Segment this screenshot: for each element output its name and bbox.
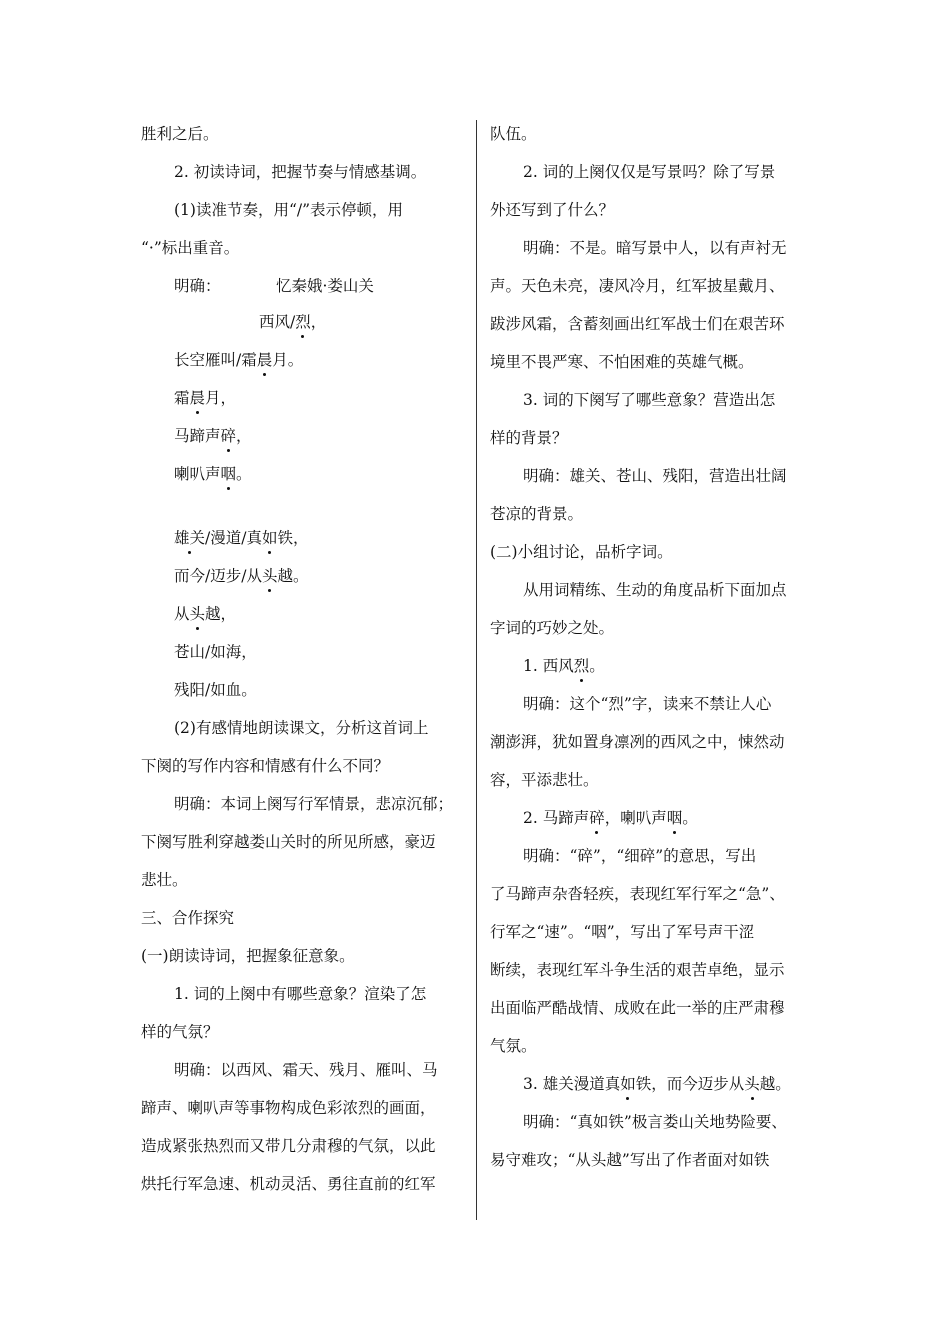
text-line: 字词的巧妙之处。 (490, 619, 615, 637)
text-line: 悲壮。 (141, 871, 188, 889)
text-line: 样的背景？ (490, 429, 568, 447)
text-line: 3. 雄关漫道真如铁，而今迈步从头越。 (523, 1075, 791, 1093)
text-line: (1)读准节奏，用“/”表示停顿，用 (174, 201, 404, 219)
text-line: 3. 词的下阕写了哪些意象？营造出怎 (523, 391, 776, 409)
text-line: 声。天色未亮，凄风冷月，红军披星戴月、 (490, 277, 785, 295)
poem-line: 马蹄声碎， (174, 427, 252, 445)
subsection-heading: (二)小组讨论，品析字词。 (490, 543, 673, 561)
text-line: (2)有感情地朗读课文，分析这首词上 (174, 719, 429, 737)
text-line: 队伍。 (490, 125, 537, 143)
text-line: 蹄声、喇叭声等事物构成色彩浓烈的画面， (141, 1099, 436, 1117)
text-line: 下阕写胜利穿越娄山关时的所见所感，豪迈 (141, 833, 436, 851)
text-line: 烘托行军急速、机动灵活、勇往直前的红军 (141, 1175, 436, 1193)
emphasis-dot: 从头越 (728, 1075, 776, 1093)
text-line: 明确：“真如铁”极言娄山关地势险要、 (523, 1113, 787, 1131)
text-line: 苍凉的背景。 (490, 505, 584, 523)
subsection-heading: (一)朗读诗词，把握象征意象。 (141, 947, 355, 965)
poem-line: 喇叭声咽。 (174, 465, 252, 483)
text-line: 下阕的写作内容和情感有什么不同？ (141, 757, 390, 775)
poem-line: 长空雁叫/霜晨月。 (174, 351, 304, 369)
text-line: 2. 马蹄声碎，喇叭声咽。 (523, 809, 698, 827)
poem-line: 残阳/如血。 (174, 681, 257, 699)
text-line: 跋涉风霜，含蓄刻画出红军战士们在艰苦环 (490, 315, 785, 333)
text-line: 明确： (174, 277, 221, 295)
text-line: 出面临严酷战情、成败在此一举的庄严肃穆 (490, 999, 785, 1017)
text-line: 明确：这个“烈”字，读来不禁让人心 (523, 695, 772, 713)
text-line: 从用词精练、生动的角度品析下面加点 (523, 581, 787, 599)
section-heading: 三、合作探究 (141, 909, 235, 927)
poem-line: 而今/迈步/从头越。 (174, 567, 309, 585)
text-line: 1. 西风烈。 (523, 657, 605, 675)
text-line: 2. 初读诗词，把握节奏与情感基调。 (174, 163, 427, 181)
text-line: 明确：不是。暗写景中人，以有声衬无 (523, 239, 787, 257)
text-line: 1. 词的上阕中有哪些意象？渲染了怎 (174, 985, 427, 1003)
emphasis-dot: 真如铁 (246, 529, 293, 547)
text-line: 了马蹄声杂沓轻疾，表现红军行军之“急”、 (490, 885, 785, 903)
emphasis-dot: 霜晨月 (241, 351, 288, 369)
emphasis-dot: 真如铁 (604, 1075, 652, 1093)
poem-line: 苍山/如海， (174, 643, 257, 661)
text-line: 明确：以西风、霜天、残月、雁叫、马 (174, 1061, 438, 1079)
emphasis-dot: 从头越 (174, 605, 221, 623)
text-line: 气氛。 (490, 1037, 537, 1055)
emphasis-dot: 从头越 (246, 567, 293, 585)
text-line: 明确：“碎”，“细碎”的意思，写出 (523, 847, 757, 865)
poem-line: 雄关/漫道/真如铁， (174, 529, 309, 547)
column-divider (476, 120, 477, 1220)
text-line: 明确：雄关、苍山、残阳，营造出壮阔 (523, 467, 787, 485)
emphasis-dot: 碎 (220, 427, 237, 445)
text-line: 易守难攻；“从头越”写出了作者面对如铁 (490, 1151, 770, 1169)
text-line: “·”标出重音。 (141, 239, 240, 257)
poem-line: 霜晨月， (174, 389, 237, 407)
emphasis-dot: 碎 (589, 809, 605, 827)
text-line: 断续，表现红军斗争生活的艰苦卓绝，显示 (490, 961, 785, 979)
text-line: 样的气氛？ (141, 1023, 219, 1041)
emphasis-dot: 咽 (666, 809, 683, 827)
text-line: 潮澎湃，犹如置身凛冽的西风之中，悚然动 (490, 733, 785, 751)
emphasis-dot: 咽 (220, 465, 237, 483)
text-line: 造成紧张热烈而又带几分肃穆的气氛，以此 (141, 1137, 436, 1155)
text-line: 外还写到了什么？ (490, 201, 615, 219)
text-line: 容，平添悲壮。 (490, 771, 599, 789)
text-line: 2. 词的上阕仅仅是写景吗？除了写景 (523, 163, 776, 181)
poem-line: 西风/烈， (259, 313, 327, 331)
text-line: 境里不畏严寒、不怕困难的英雄气概。 (490, 353, 754, 371)
text-line: 行军之“速”。“咽”，写出了军号声干涩 (490, 923, 755, 941)
poem-line: 从头越， (174, 605, 237, 623)
poem-title: 忆秦娥·娄山关 (276, 277, 374, 295)
text-line: 明确：本词上阕写行军情景，悲凉沉郁； (174, 795, 454, 813)
emphasis-dot: 霜晨月 (174, 389, 221, 407)
text-line: 胜利之后。 (141, 125, 219, 143)
emphasis-dot: 雄关 (174, 529, 206, 547)
emphasis-dot: 烈 (573, 657, 590, 675)
emphasis-dot: 烈 (295, 313, 311, 331)
